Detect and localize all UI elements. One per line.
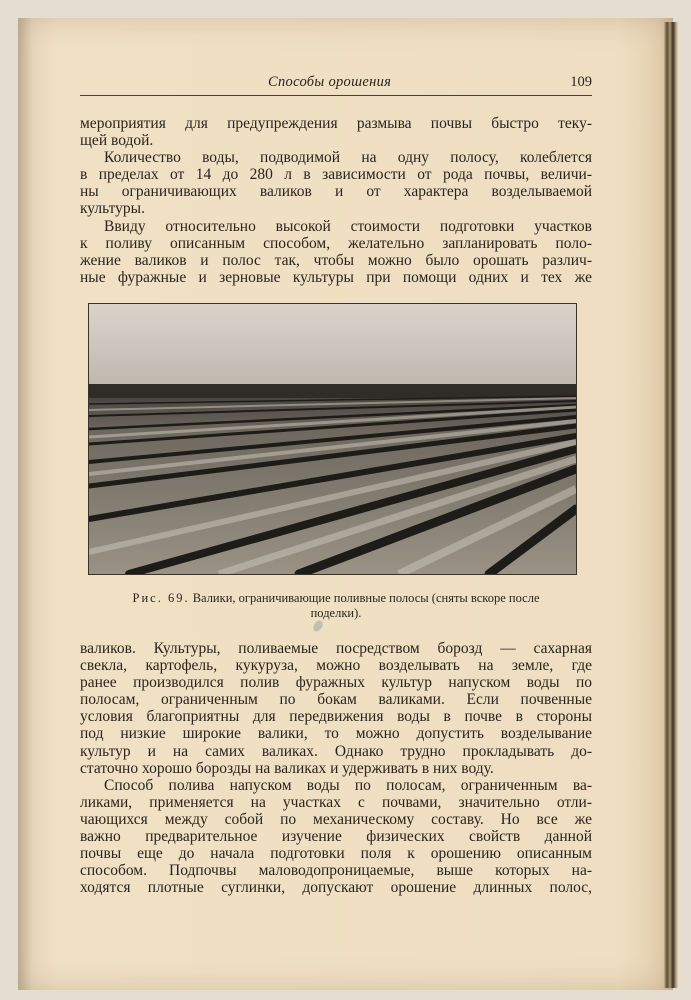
- figure-photo: [88, 303, 577, 575]
- text-line: ные фуражные и зерновые культуры при помощи одних и тех же: [80, 268, 592, 286]
- text-line: статочно хорошо борозды на валиках и удерживать в них воду.: [80, 759, 494, 777]
- text-line: свекла, картофель, кукуруза, можно возделывать на земле, где: [80, 657, 592, 675]
- text-line: Количество воды, подводимой на одну полосу, колеблется: [104, 149, 592, 167]
- text-line: Способ полива напуском воды по полосам, ограниченным ва-: [104, 776, 592, 794]
- caption-line-2: поделки).: [310, 606, 362, 620]
- page-edge: [664, 22, 678, 988]
- text-line: щей водой.: [80, 132, 154, 150]
- text-line: полосам, ограниченным по бокам валиками. Если почвенные: [80, 691, 592, 709]
- text-line: чающихся между собой по механическому составу. Но все же: [80, 810, 592, 828]
- text-line: культуры.: [80, 200, 145, 218]
- text-block-top: [80, 115, 592, 286]
- running-head: [80, 73, 592, 96]
- text-line: способом. Подпочвы маловодопроницаемые, выше которых на-: [80, 862, 592, 880]
- text-line: ны ограничивающих валиков и от характера возделываемой: [80, 183, 592, 201]
- text-line: ходятся плотные суглинки, допускают орошение длинных полос,: [80, 879, 592, 897]
- figure-caption: [80, 591, 592, 621]
- page-number: 109: [570, 74, 592, 90]
- running-title: Способы орошения: [268, 74, 392, 90]
- caption-line-1: Валики, ограничивающие поливные полосы (сняты вскоре после: [192, 591, 540, 605]
- text-line: Ввиду относительно высокой стоимости подготовки участков: [104, 217, 592, 235]
- figure-label: Рис. 69.: [132, 591, 190, 605]
- text-line: условия благоприятны для передвижения воды в почве в стороны: [80, 708, 592, 726]
- text-line: жение валиков и полос так, чтобы можно было орошать различ-: [80, 251, 592, 269]
- text-line: важно предварительное изучение физических свойств данной: [80, 828, 592, 846]
- text-line: почвы еще до начала подготовки поля к орошению описанным: [80, 845, 592, 863]
- text-line: к поливу описанным способом, желательно запланировать поло-: [80, 234, 592, 252]
- text-line: в пределах от 14 до 280 л в зависимости от рода почвы, величи-: [80, 166, 592, 184]
- text-line: валиков. Культуры, поливаемые посредством борозд — сахарная: [80, 640, 592, 657]
- text-line: ранее производился полив фуражных культур напуском воды по: [80, 674, 592, 692]
- field-photo-image: [89, 304, 576, 574]
- text-block-bottom: [80, 640, 592, 896]
- text-line: мероприятия для предупреждения размыва почвы быстро теку-: [80, 115, 592, 132]
- text-line: под низкие широкие валики, то можно допустить возделывание: [80, 725, 592, 743]
- text-line: культур и на самих валиках. Однако трудно прокладывать до-: [80, 742, 592, 760]
- text-line: ликами, применяется на участках с почвами, значительно отли-: [80, 793, 592, 811]
